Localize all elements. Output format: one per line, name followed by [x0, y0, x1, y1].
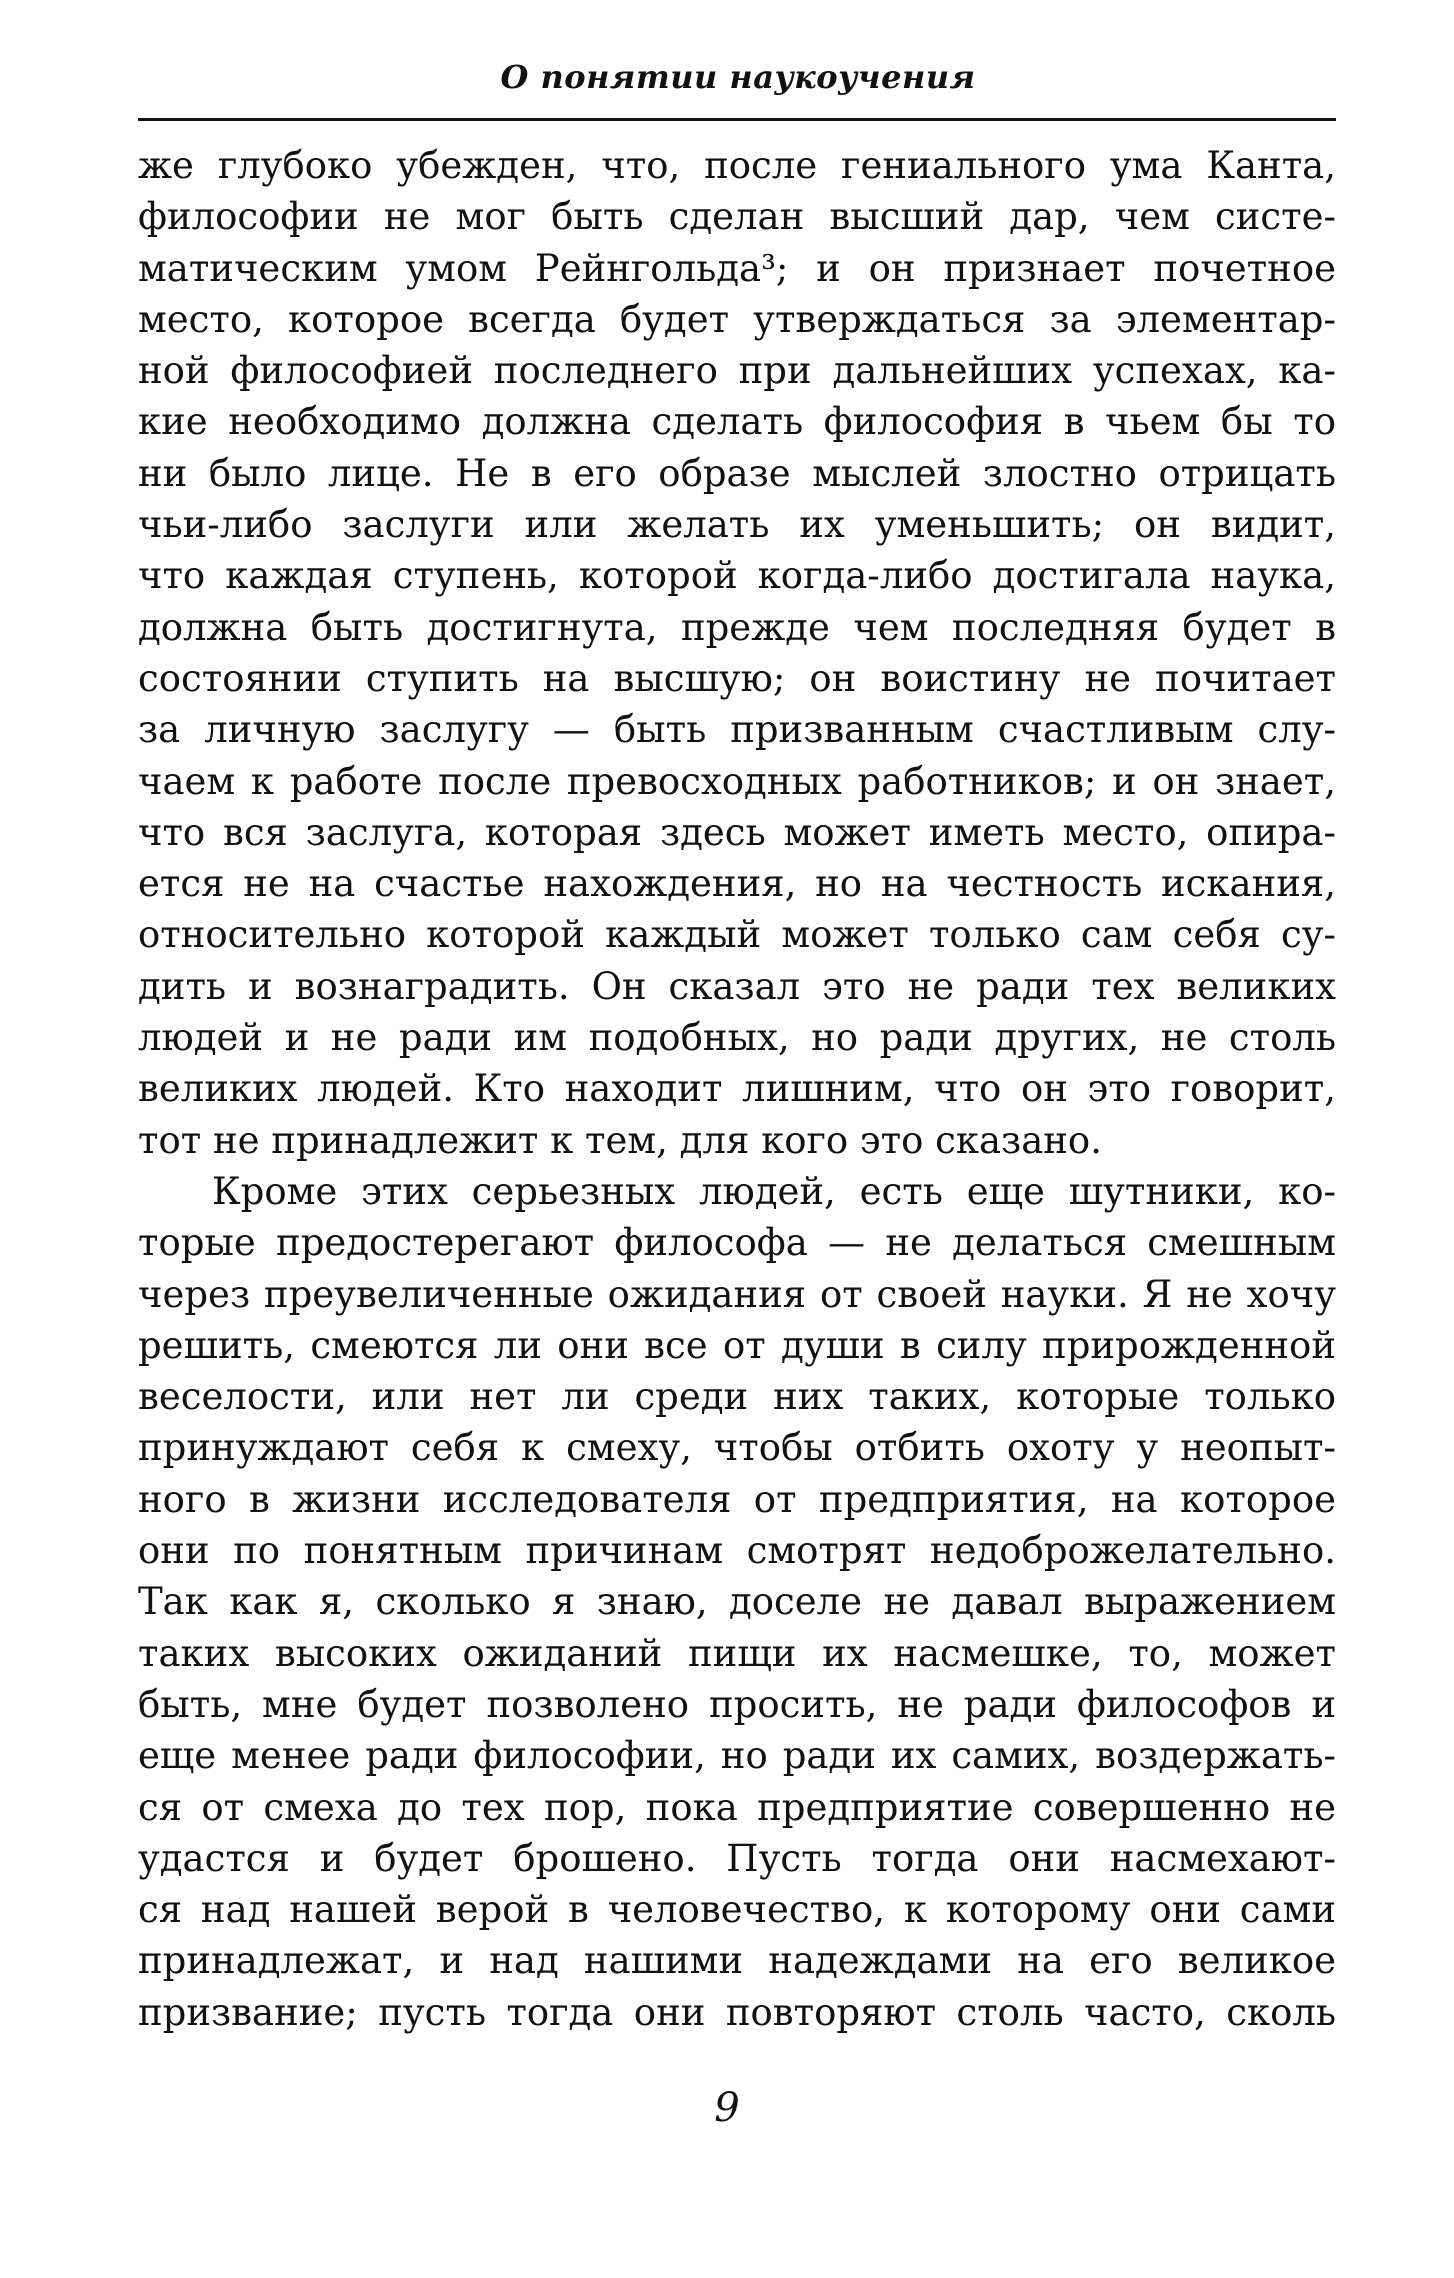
text-line: быть, мне будет позволено просить, не ради философов и [138, 1682, 1336, 1726]
paragraph-2 [138, 1166, 1336, 2038]
text-line: должна быть достигнута, прежде чем последняя будет в [138, 605, 1336, 649]
text-line: таких высоких ожиданий пищи их насмешке, то, может [138, 1631, 1336, 1675]
text-line: философии не мог быть сделан высший дар, чем систе- [138, 195, 1336, 239]
text-line: относительно которой каждый может только сам себя су- [138, 913, 1336, 957]
text-line: Кроме этих серьезных людей, есть еще шутники, ко- [212, 1169, 1336, 1213]
text-line: принуждают себя к смеху, чтобы отбить охоту у неопыт- [138, 1426, 1336, 1470]
text-line: состоянии ступить на высшую; он воистину не почитает [138, 656, 1336, 700]
text-line: удастся и будет брошено. Пусть тогда они насмехают- [138, 1836, 1336, 1880]
running-head: О понятии наукоучения [500, 58, 976, 96]
text-line: тот не принадлежит к тем, для кого это сказано. [138, 1118, 1102, 1162]
text-line: за личную заслугу — быть призванным счастливым слу- [138, 708, 1336, 752]
text-line: чаем к работе после превосходных работников; и он знает, [138, 759, 1336, 803]
text-line: что вся заслуга, которая здесь может иметь место, опира- [138, 810, 1336, 854]
text-line: чьи-либо заслуги или желать их уменьшить; он видит, [138, 503, 1336, 547]
text-line: ся над нашей верой в человечество, к которому они сами [138, 1888, 1336, 1932]
text-line: решить, смеются ли они все от души в силу прирожденной [138, 1323, 1336, 1367]
text-line: ется не на счастье нахождения, но на честность искания, [138, 862, 1336, 906]
text-line: ного в жизни исследователя от предприятия, на которое [138, 1477, 1336, 1521]
text-line: великих людей. Кто находит лишним, что он это говорит, [138, 1067, 1336, 1111]
page-body [138, 140, 1336, 2038]
text-line: еще менее ради философии, но ради их самих, воздержать- [138, 1734, 1336, 1778]
text-line: что каждая ступень, которой когда-либо достигала наука, [138, 554, 1336, 598]
text-line: принадлежат, и над нашими надеждами на его великое [138, 1939, 1336, 1983]
text-line: матическим умом Рейнгольда³; и он признает почетное [138, 246, 1336, 290]
text-line: место, которое всегда будет утверждаться за элементар- [138, 297, 1336, 341]
text-line: они по понятным причинам смотрят недоброжелательно. [138, 1529, 1336, 1573]
text-line: же глубоко убежден, что, после гениального ума Канта, [138, 144, 1336, 187]
text-line: через преувеличенные ожидания от своей науки. Я не хочу [138, 1272, 1336, 1316]
text-line: Так как я, сколько я знаю, доселе не давал выражением [138, 1580, 1336, 1624]
text-line: ной философией последнего при дальнейших успехах, ка- [138, 349, 1336, 393]
header-rule [138, 118, 1336, 121]
text-line: ся от смеха до тех пор, пока предприятие совершенно не [138, 1785, 1336, 1829]
text-line: веселости, или нет ли среди них таких, которые только [138, 1375, 1336, 1419]
text-line: дить и вознаградить. Он сказал это не ради тех великих [138, 964, 1336, 1008]
text-line: призвание; пусть тогда они повторяют столь часто, сколь [138, 1990, 1336, 2034]
text-line: людей и не ради им подобных, но ради других, не столь [138, 1016, 1336, 1060]
page-number: 9 [714, 2085, 740, 2131]
paragraph-1 [138, 140, 1336, 1166]
text-line: ни было лице. Не в его образе мыслей злостно отрицать [138, 451, 1336, 495]
text-line: кие необходимо должна сделать философия в чьем бы то [138, 400, 1336, 444]
text-line: торые предостерегают философа — не делаться смешным [138, 1221, 1336, 1265]
